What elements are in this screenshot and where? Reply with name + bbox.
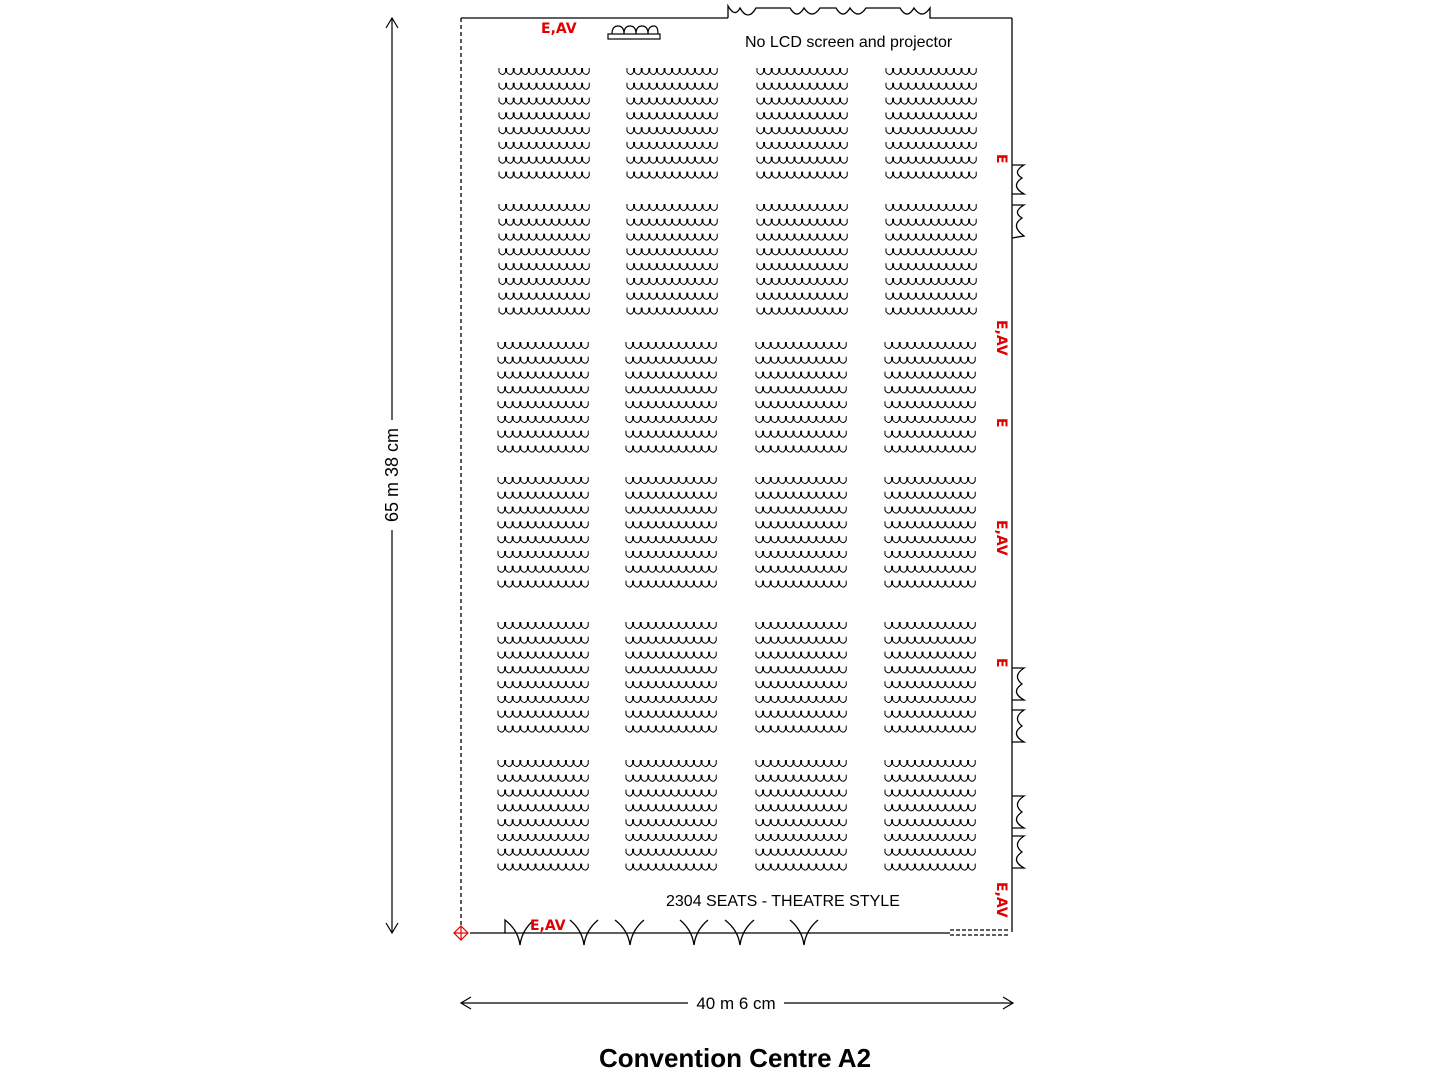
seat-block xyxy=(498,760,588,870)
seat-row xyxy=(757,293,847,300)
seat-row xyxy=(756,726,846,733)
seat-row xyxy=(886,98,976,105)
seat-row xyxy=(886,248,976,255)
seat-row xyxy=(498,416,588,423)
seat-row xyxy=(627,68,717,75)
seat-row xyxy=(498,581,588,588)
seat-row xyxy=(885,342,975,349)
marker-bottom: E,AV xyxy=(530,918,566,934)
seat-row xyxy=(498,431,588,438)
seat-row xyxy=(885,834,975,841)
seat-row xyxy=(885,431,975,438)
seat-row xyxy=(499,278,589,285)
seat-row xyxy=(886,308,976,315)
seat-row xyxy=(885,637,975,644)
seat-row xyxy=(498,804,588,811)
seat-row xyxy=(756,386,846,393)
seat-row xyxy=(627,112,717,119)
seat-row xyxy=(499,68,589,75)
seat-block xyxy=(627,204,717,314)
room-outline xyxy=(461,18,1012,935)
seat-row xyxy=(626,804,716,811)
seat-row xyxy=(756,696,846,703)
seat-row xyxy=(627,127,717,134)
seat-row xyxy=(885,726,975,733)
seat-row xyxy=(756,446,846,453)
seat-row xyxy=(757,308,847,315)
seat-row xyxy=(498,492,588,499)
seat-block xyxy=(756,477,846,587)
seat-row xyxy=(498,790,588,797)
seat-row xyxy=(627,98,717,105)
seating-area xyxy=(498,68,976,870)
seat-block xyxy=(885,622,975,732)
seat-row xyxy=(498,507,588,513)
seat-row xyxy=(626,696,716,703)
seat-row xyxy=(885,790,975,797)
seat-row xyxy=(885,507,975,513)
seat-block xyxy=(626,342,716,452)
seat-row xyxy=(627,157,717,164)
seat-row xyxy=(756,864,846,871)
seat-row xyxy=(885,696,975,703)
seat-row xyxy=(498,357,588,364)
seat-row xyxy=(757,248,847,255)
seat-row xyxy=(885,819,975,826)
seat-row xyxy=(756,551,846,558)
seat-row xyxy=(626,775,716,782)
seat-block xyxy=(498,477,588,587)
seat-block xyxy=(756,622,846,732)
seat-row xyxy=(627,263,717,270)
seat-block xyxy=(499,68,589,178)
seat-row xyxy=(627,278,717,285)
seat-row xyxy=(756,804,846,811)
seat-row xyxy=(626,726,716,733)
seat-row xyxy=(626,342,716,349)
screen-note: No LCD screen and projector xyxy=(745,34,953,51)
seat-row xyxy=(498,726,588,733)
seat-row xyxy=(626,581,716,588)
top-doors xyxy=(728,6,1012,18)
seat-row xyxy=(756,566,846,573)
seat-row xyxy=(757,157,847,164)
seat-row xyxy=(499,142,589,149)
marker-right-2: E,AV xyxy=(993,320,1009,356)
seat-row xyxy=(498,477,588,484)
seat-row xyxy=(626,372,716,379)
seat-row xyxy=(757,142,847,149)
seat-row xyxy=(757,204,847,211)
seat-row xyxy=(886,219,976,226)
seat-row xyxy=(626,536,716,543)
seat-row xyxy=(885,760,975,767)
marker-right-3: E xyxy=(993,418,1009,428)
seat-row xyxy=(756,681,846,688)
seat-row xyxy=(756,416,846,423)
seat-row xyxy=(757,112,847,119)
seat-row xyxy=(756,775,846,782)
seat-row xyxy=(499,172,589,179)
seat-row xyxy=(499,308,589,315)
seat-row xyxy=(886,234,976,241)
seat-row xyxy=(886,127,976,134)
seat-row xyxy=(498,775,588,782)
seat-row xyxy=(626,357,716,364)
seat-row xyxy=(498,637,588,644)
seat-row xyxy=(626,790,716,797)
seat-block xyxy=(626,477,716,587)
seat-row xyxy=(627,248,717,255)
seat-row xyxy=(885,681,975,688)
seat-row xyxy=(626,666,716,673)
seat-row xyxy=(498,521,588,528)
seat-row xyxy=(756,622,846,629)
seat-row xyxy=(499,293,589,300)
seat-row xyxy=(886,142,976,149)
seat-row xyxy=(756,492,846,499)
seat-row xyxy=(626,711,716,718)
seat-row xyxy=(885,492,975,499)
seat-block xyxy=(886,204,976,314)
seat-row xyxy=(757,234,847,241)
seat-row xyxy=(756,507,846,513)
seat-block xyxy=(757,68,847,178)
seat-row xyxy=(756,790,846,797)
seat-row xyxy=(626,401,716,408)
seat-row xyxy=(756,372,846,379)
seat-row xyxy=(626,446,716,453)
seat-row xyxy=(498,696,588,703)
seat-row xyxy=(886,204,976,211)
seat-row xyxy=(499,98,589,105)
seat-row xyxy=(626,637,716,644)
seat-row xyxy=(627,83,717,90)
seat-row xyxy=(885,864,975,871)
seat-row xyxy=(757,68,847,75)
seat-row xyxy=(885,551,975,558)
seat-block xyxy=(885,342,975,452)
seat-block xyxy=(757,204,847,314)
seat-row xyxy=(885,652,975,659)
seat-block xyxy=(626,760,716,870)
seat-row xyxy=(756,431,846,438)
seat-row xyxy=(498,446,588,453)
seat-row xyxy=(627,293,717,300)
seat-row xyxy=(498,652,588,659)
marker-right-5: E xyxy=(993,658,1009,668)
seat-row xyxy=(498,711,588,718)
seat-row xyxy=(885,446,975,453)
seat-row xyxy=(626,551,716,558)
seat-row xyxy=(498,372,588,379)
seat-row xyxy=(885,386,975,393)
seat-row xyxy=(627,234,717,241)
seat-row xyxy=(756,401,846,408)
seat-row xyxy=(626,477,716,484)
seat-row xyxy=(885,536,975,543)
seat-row xyxy=(498,849,588,856)
marker-right-4: E,AV xyxy=(993,520,1009,556)
seat-row xyxy=(626,492,716,499)
seat-row xyxy=(757,263,847,270)
seat-row xyxy=(498,401,588,408)
seat-row xyxy=(886,172,976,179)
seat-row xyxy=(756,666,846,673)
seat-row xyxy=(626,760,716,767)
seat-row xyxy=(499,219,589,226)
seat-row xyxy=(885,804,975,811)
seat-row xyxy=(885,711,975,718)
seat-row xyxy=(626,834,716,841)
seat-row xyxy=(885,401,975,408)
seat-row xyxy=(885,372,975,379)
seat-row xyxy=(756,342,846,349)
seat-row xyxy=(498,834,588,841)
seat-row xyxy=(499,157,589,164)
seat-row xyxy=(757,83,847,90)
seat-block xyxy=(626,622,716,732)
seat-row xyxy=(498,342,588,349)
seat-row xyxy=(885,357,975,364)
seat-row xyxy=(756,536,846,543)
marker-right-6: E,AV xyxy=(993,882,1009,918)
venue-title: Convention Centre A2 xyxy=(598,1043,872,1073)
seat-row xyxy=(756,477,846,484)
seat-row xyxy=(756,357,846,364)
seat-row xyxy=(498,566,588,573)
origin-marker xyxy=(454,926,468,940)
seat-row xyxy=(498,551,588,558)
seat-row xyxy=(885,581,975,588)
seat-row xyxy=(757,98,847,105)
seat-row xyxy=(756,637,846,644)
seat-row xyxy=(626,386,716,393)
seat-row xyxy=(499,127,589,134)
seat-block xyxy=(885,760,975,870)
seat-row xyxy=(756,849,846,856)
seat-row xyxy=(499,248,589,255)
seat-row xyxy=(626,819,716,826)
seat-row xyxy=(627,308,717,315)
seat-row xyxy=(499,263,589,270)
seat-block xyxy=(499,204,589,314)
seat-row xyxy=(885,849,975,856)
marker-right-1: E xyxy=(993,154,1009,164)
seat-row xyxy=(756,760,846,767)
seat-row xyxy=(499,204,589,211)
capacity-label: 2304 SEATS - THEATRE STYLE xyxy=(666,893,900,910)
seat-row xyxy=(756,652,846,659)
seat-row xyxy=(885,521,975,528)
seat-row xyxy=(756,819,846,826)
seat-row xyxy=(499,234,589,241)
seat-row xyxy=(756,834,846,841)
seat-block xyxy=(498,622,588,732)
marker-top-left: E,AV xyxy=(541,21,577,37)
seat-row xyxy=(626,431,716,438)
right-doors xyxy=(1012,165,1024,868)
seat-row xyxy=(886,157,976,164)
seat-row xyxy=(885,775,975,782)
length-label: 65 m 38 cm xyxy=(382,427,402,523)
seat-row xyxy=(627,172,717,179)
seat-row xyxy=(886,112,976,119)
seat-row xyxy=(626,622,716,629)
seat-row xyxy=(885,666,975,673)
seat-row xyxy=(626,521,716,528)
seat-row xyxy=(627,142,717,149)
seat-row xyxy=(756,581,846,588)
seat-row xyxy=(885,566,975,573)
seat-row xyxy=(498,386,588,393)
seat-row xyxy=(627,219,717,226)
seat-row xyxy=(757,219,847,226)
seat-row xyxy=(627,204,717,211)
seat-row xyxy=(886,83,976,90)
width-label: 40 m 6 cm xyxy=(696,994,776,1013)
seat-row xyxy=(626,864,716,871)
seat-row xyxy=(757,127,847,134)
stage-symbol xyxy=(608,26,660,39)
seat-row xyxy=(498,819,588,826)
seat-row xyxy=(756,521,846,528)
seat-row xyxy=(498,666,588,673)
seat-row xyxy=(885,622,975,629)
seat-block xyxy=(498,342,588,452)
seat-row xyxy=(626,849,716,856)
seat-row xyxy=(757,278,847,285)
seat-block xyxy=(756,760,846,870)
seat-block xyxy=(885,477,975,587)
seat-row xyxy=(885,416,975,423)
seat-block xyxy=(756,342,846,452)
seat-row xyxy=(885,477,975,484)
seat-block xyxy=(627,68,717,178)
seat-row xyxy=(756,711,846,718)
seat-row xyxy=(498,864,588,871)
seat-row xyxy=(626,507,716,513)
seat-row xyxy=(626,416,716,423)
seat-row xyxy=(886,278,976,285)
seat-row xyxy=(498,760,588,767)
seat-row xyxy=(498,536,588,543)
seat-row xyxy=(499,83,589,90)
seat-row xyxy=(886,68,976,75)
seat-row xyxy=(626,681,716,688)
seat-row xyxy=(757,172,847,179)
seat-row xyxy=(626,652,716,659)
seat-row xyxy=(886,293,976,300)
seat-row xyxy=(498,622,588,629)
seat-row xyxy=(886,263,976,270)
seat-block xyxy=(886,68,976,178)
seat-row xyxy=(499,112,589,119)
seat-row xyxy=(498,681,588,688)
seat-row xyxy=(626,566,716,573)
